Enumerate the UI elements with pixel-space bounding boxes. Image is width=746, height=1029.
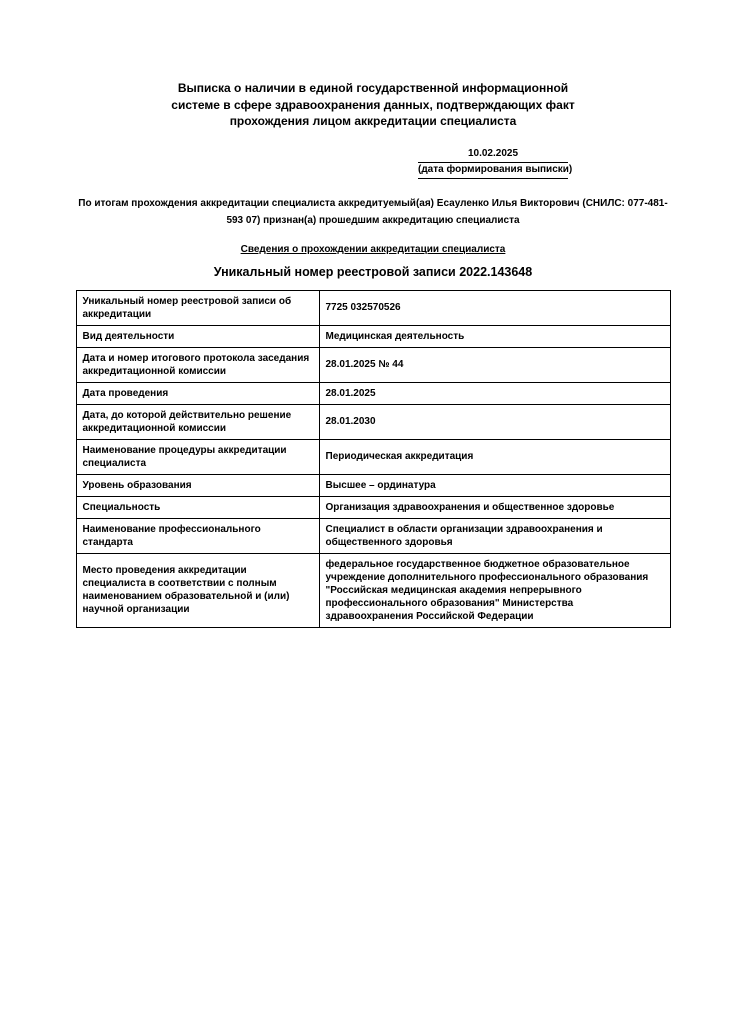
row-value: Организация здравоохранения и общественное здоровье (319, 496, 670, 518)
row-label: Уникальный номер реестровой записи об аккредитации (76, 290, 319, 325)
table-row (76, 290, 670, 325)
table-row (76, 439, 670, 474)
intro-paragraph-line: 593 07) признан(а) прошедшим аккредитацию специалиста (226, 214, 520, 226)
row-label: Дата, до которой действительно решение аккредитационной комиссии (76, 404, 319, 439)
section-heading: Сведения о прохождении аккредитации специалиста (240, 243, 506, 255)
row-value: федеральное государственное бюджетное образовательное учреждение дополнительного профессионального образования "Российская медицинская академия непрерывного профессионального образования" Министерства здравоохранения Российской Федерации (319, 553, 670, 627)
document-title-line: системе в сфере здравоохранения данных, подтверждающих факт (171, 97, 575, 112)
row-label: Место проведения аккредитации специалиста в соответствии с полным наименованием образовательной и (или) научной организации (76, 553, 319, 627)
row-value: 7725 032570526 (319, 290, 670, 325)
table-row (76, 553, 670, 627)
row-value: Периодическая аккредитация (319, 439, 670, 474)
accreditation-table (76, 290, 671, 628)
intro-paragraph-line: По итогам прохождения аккредитации специалиста аккредитуемый(ая) Есауленко Илья Викторович (СНИЛС: 077-481- (78, 197, 668, 209)
table-row (76, 518, 670, 553)
row-value: 28.01.2025 (319, 382, 670, 404)
document-title (0, 0, 746, 130)
registry-number-heading: Уникальный номер реестровой записи 2022.143648 (213, 264, 533, 279)
extract-date-value: 10.02.2025 (418, 148, 568, 163)
row-label: Дата и номер итогового протокола заседания аккредитационной комиссии (76, 347, 319, 382)
row-value: 28.01.2030 (319, 404, 670, 439)
document-title-line: Выписка о наличии в единой государственной информационной (177, 81, 569, 95)
intro-paragraph (0, 195, 746, 229)
document-title-line: прохождения лицом аккредитации специалиста (229, 114, 517, 128)
table-row (76, 325, 670, 347)
row-label: Вид деятельности (76, 325, 319, 347)
extract-date-block (418, 147, 573, 179)
table-row (76, 404, 670, 439)
table-row (76, 474, 670, 496)
table-row (76, 347, 670, 382)
extract-date-caption: (дата формирования выписки) (418, 163, 568, 179)
row-value: Высшее – ординатура (319, 474, 670, 496)
row-value: 28.01.2025 № 44 (319, 347, 670, 382)
row-label: Наименование процедуры аккредитации специалиста (76, 439, 319, 474)
row-value: Специалист в области организации здравоохранения и общественного здоровья (319, 518, 670, 553)
row-label: Специальность (76, 496, 319, 518)
table-row (76, 496, 670, 518)
table-row (76, 382, 670, 404)
row-label: Наименование профессионального стандарта (76, 518, 319, 553)
row-value: Медицинская деятельность (319, 325, 670, 347)
row-label: Дата проведения (76, 382, 319, 404)
row-label: Уровень образования (76, 474, 319, 496)
